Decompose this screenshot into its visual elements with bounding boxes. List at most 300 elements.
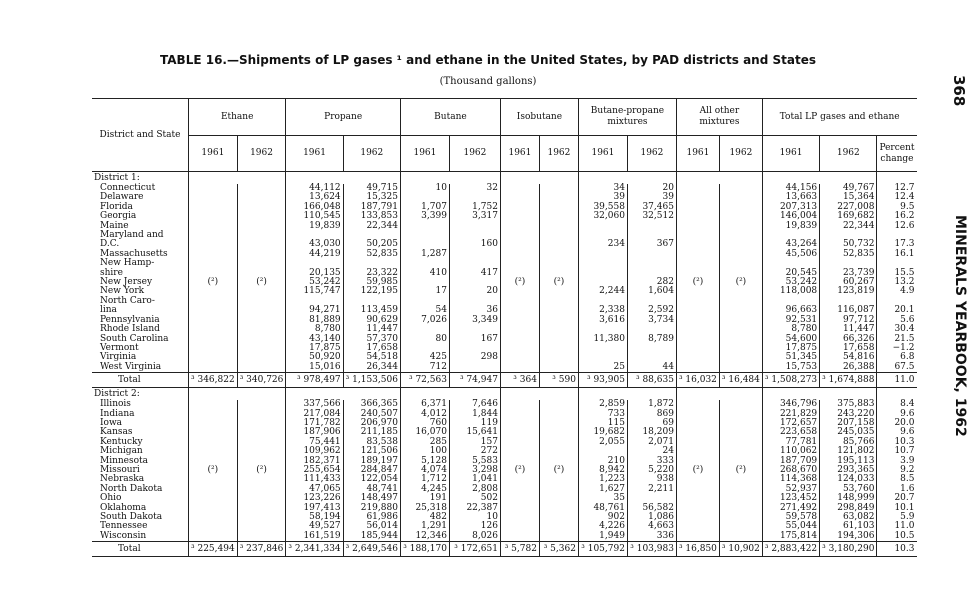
empty-cell: [237, 172, 286, 185]
isobutane-1962: [539, 513, 578, 522]
total-b61: ³ 72,563: [400, 373, 449, 388]
mixtures-1961: 39: [578, 193, 627, 202]
ethane-1962: [237, 316, 286, 325]
total-1962: 17,658: [820, 344, 877, 353]
total-1961: 13,663: [762, 193, 819, 202]
total-1961: 207,313: [762, 203, 819, 212]
isobutane-1961: [500, 212, 539, 221]
isobutane-1961: [500, 297, 539, 306]
header-butane: Butane: [400, 99, 500, 136]
mixtures-1961: 39,558: [578, 203, 627, 212]
percent-change: 9.2: [877, 466, 917, 475]
other-1961: [676, 231, 719, 240]
propane-1961: 161,519: [286, 532, 343, 542]
total-1962: 66,326: [820, 335, 877, 344]
total-1961: 175,814: [762, 532, 819, 542]
percent-change: 6.8: [877, 353, 917, 362]
ethane-1961: [189, 494, 238, 503]
header-year: 1961: [676, 136, 719, 172]
total-1962: 11,447: [820, 325, 877, 334]
total-1962: 50,732: [820, 240, 877, 249]
ethane-1962: [237, 419, 286, 428]
butane-1962: 126: [449, 522, 500, 531]
percent-change: 10.5: [877, 532, 917, 542]
isobutane-1961: [500, 400, 539, 409]
propane-1961: 43,030: [286, 240, 343, 249]
percent-change: 9.5: [877, 203, 917, 212]
state-name: Minnesota: [100, 455, 149, 466]
state-name: West Virginia: [100, 361, 162, 372]
isobutane-1961: [500, 419, 539, 428]
mixtures-1961: [578, 222, 627, 231]
percent-change: 12.7: [877, 184, 917, 193]
mixtures-1962: [627, 222, 676, 231]
other-1962: [719, 344, 762, 353]
state-name: Maryland and: [100, 230, 164, 241]
propane-1962: 148,497: [343, 494, 400, 503]
butane-1962: [449, 250, 500, 259]
propane-1961: 123,226: [286, 494, 343, 503]
mixtures-1961: [578, 269, 627, 278]
other-1961: [676, 513, 719, 522]
propane-1961: 43,140: [286, 335, 343, 344]
other-1961: [676, 494, 719, 503]
total-b62: ³ 172,651: [449, 542, 500, 557]
state-name: D.C.: [100, 239, 120, 250]
empty-cell: [189, 172, 238, 185]
mixtures-1962: 20: [627, 184, 676, 193]
ethane-1962: [237, 400, 286, 409]
isobutane-1961: [500, 475, 539, 484]
other-1962: [719, 428, 762, 437]
other-1962: [719, 410, 762, 419]
isobutane-1961: [500, 410, 539, 419]
other-1962: [719, 522, 762, 531]
ethane-1962: [237, 240, 286, 249]
ethane-1961: [189, 222, 238, 231]
propane-1962: 240,507: [343, 410, 400, 419]
total-1962: 123,819: [820, 287, 877, 296]
isobutane-1961: [500, 532, 539, 542]
other-1962: [719, 203, 762, 212]
propane-1961: 171,782: [286, 419, 343, 428]
propane-1961: 50,920: [286, 353, 343, 362]
total-1961: 96,663: [762, 306, 819, 315]
total-1961: 146,004: [762, 212, 819, 221]
other-1961: [676, 410, 719, 419]
other-1961: [676, 316, 719, 325]
total-1961: 77,781: [762, 438, 819, 447]
other-1962: [719, 513, 762, 522]
other-1961: [676, 212, 719, 221]
isobutane-1962: [539, 306, 578, 315]
isobutane-1962: [539, 522, 578, 531]
ethane-1962: [237, 532, 286, 542]
other-1961: [676, 203, 719, 212]
other-1962: [719, 259, 762, 268]
state-name: Ohio: [100, 493, 122, 504]
isobutane-1962: [539, 335, 578, 344]
state-name: Maine: [100, 220, 129, 231]
total-e61: ³ 225,494: [189, 542, 238, 557]
isobutane-1961: [500, 344, 539, 353]
state-name: North Dakota: [100, 483, 163, 494]
isobutane-1961: [500, 485, 539, 494]
other-1961: [676, 306, 719, 315]
butane-1961: 760: [400, 419, 449, 428]
total-o61: ³ 16,850: [676, 542, 719, 557]
mixtures-1961: 1,949: [578, 532, 627, 542]
total-1962: 15,364: [820, 193, 877, 202]
other-1961: [676, 250, 719, 259]
mixtures-1962: 56,582: [627, 504, 676, 513]
empty-cell: [539, 172, 578, 185]
other-1962: [719, 447, 762, 456]
state-name: Vermont: [100, 342, 139, 353]
isobutane-1962: [539, 447, 578, 456]
state-name: shire: [100, 267, 123, 278]
isobutane-1962: [539, 494, 578, 503]
other-1961: [676, 363, 719, 373]
total-1962: 169,682: [820, 212, 877, 221]
ethane-1962: [237, 184, 286, 193]
total-m62: ³ 103,983: [627, 542, 676, 557]
total-t62: ³ 1,674,888: [820, 373, 877, 388]
mixtures-1962: 869: [627, 410, 676, 419]
butane-1962: [449, 363, 500, 373]
butane-1962: [449, 222, 500, 231]
other-1962: [719, 287, 762, 296]
mixtures-1962: 37,465: [627, 203, 676, 212]
propane-1961: 13,624: [286, 193, 343, 202]
header-year: 1961: [189, 136, 238, 172]
total-1962: 22,344: [820, 222, 877, 231]
total-1961: 55,044: [762, 522, 819, 531]
isobutane-1962: [539, 428, 578, 437]
state-name: Michigan: [100, 446, 143, 457]
other-1961: [676, 475, 719, 484]
total-1961: 110,062: [762, 447, 819, 456]
total-1961: 223,658: [762, 428, 819, 437]
total-e62: ³ 237,846: [237, 542, 286, 557]
isobutane-1961: [500, 504, 539, 513]
other-1962: [719, 212, 762, 221]
isobutane-1962: [539, 250, 578, 259]
isobutane-1961: [500, 203, 539, 212]
header-isobutane: Isobutane: [500, 99, 578, 136]
ethane-1961: [189, 306, 238, 315]
percent-change: 10.3: [877, 438, 917, 447]
propane-1961: 166,048: [286, 203, 343, 212]
header-total: Total LP gases and ethane: [762, 99, 916, 136]
state-name: Rhode Island: [100, 324, 160, 335]
mixtures-1961: 19,682: [578, 428, 627, 437]
ethane-1962: [237, 203, 286, 212]
ethane-1961: [189, 335, 238, 344]
isobutane-1962: [539, 438, 578, 447]
mixtures-1961: [578, 250, 627, 259]
ethane-1961: [189, 259, 238, 268]
header-year: 1961: [400, 136, 449, 172]
isobutane-1961: [500, 353, 539, 362]
percent-change: 4.9: [877, 287, 917, 296]
total-t61: ³ 1,508,273: [762, 373, 819, 388]
ethane-1961: [189, 504, 238, 513]
mixtures-1962: 336: [627, 532, 676, 542]
propane-1962: 48,741: [343, 485, 400, 494]
total-1961: 346,796: [762, 400, 819, 409]
mixtures-1961: 1,627: [578, 485, 627, 494]
other-1962: [719, 335, 762, 344]
butane-1962: 3,349: [449, 316, 500, 325]
mixtures-1962: 2,071: [627, 438, 676, 447]
other-1962: [719, 231, 762, 240]
mixtures-1962: 3,734: [627, 316, 676, 325]
district-label: District 2:: [94, 389, 140, 400]
total-i62: ³ 5,362: [539, 542, 578, 557]
ethane-1961: [189, 400, 238, 409]
butane-1962: 20: [449, 287, 500, 296]
isobutane-1962: [539, 532, 578, 542]
isobutane-1962: [539, 325, 578, 334]
mixtures-1961: 2,244: [578, 287, 627, 296]
mixtures-1961: 35: [578, 494, 627, 503]
other-1961: [676, 222, 719, 231]
mixtures-1962: 32,512: [627, 212, 676, 221]
ethane-1962: [237, 475, 286, 484]
total-1962: 63,082: [820, 513, 877, 522]
other-1962: [719, 353, 762, 362]
isobutane-1961: [500, 231, 539, 240]
isobutane-1961: (²): [500, 278, 539, 287]
other-1961: [676, 259, 719, 268]
isobutane-1961: [500, 306, 539, 315]
total-1962: 298,849: [820, 504, 877, 513]
propane-1962: 26,344: [343, 363, 400, 373]
header-year: 1961: [762, 136, 819, 172]
total-1961: 45,506: [762, 250, 819, 259]
propane-1961: 187,906: [286, 428, 343, 437]
ethane-1962: [237, 410, 286, 419]
isobutane-1961: (²): [500, 466, 539, 475]
state-name: Connecticut: [100, 183, 156, 193]
isobutane-1961: [500, 316, 539, 325]
isobutane-1962: [539, 400, 578, 409]
butane-1961: 4,074: [400, 466, 449, 475]
total-p61: ³ 978,497: [286, 373, 343, 388]
header-propane: Propane: [286, 99, 401, 136]
propane-1962: 61,986: [343, 513, 400, 522]
isobutane-1962: [539, 212, 578, 221]
isobutane-1961: [500, 325, 539, 334]
total-o62: ³ 16,484: [719, 373, 762, 388]
other-1962: [719, 250, 762, 259]
butane-1961: 1,712: [400, 475, 449, 484]
total-1962: 245,035: [820, 428, 877, 437]
isobutane-1962: [539, 504, 578, 513]
empty-cell: [676, 388, 719, 401]
total-1962: 207,158: [820, 419, 877, 428]
isobutane-1962: [539, 410, 578, 419]
butane-1961: 25,318: [400, 504, 449, 513]
butane-1961: 712: [400, 363, 449, 373]
percent-change: 10.7: [877, 447, 917, 456]
total-label: Total: [92, 542, 189, 557]
isobutane-1962: [539, 193, 578, 202]
mixtures-1962: 282: [627, 278, 676, 287]
mixtures-1961: 2,338: [578, 306, 627, 315]
other-1962: [719, 419, 762, 428]
percent-change: 20.7: [877, 494, 917, 503]
mixtures-1962: 24: [627, 447, 676, 456]
empty-cell: [237, 388, 286, 401]
total-t62: ³ 3,180,290: [820, 542, 877, 557]
propane-1962: 15,325: [343, 193, 400, 202]
total-1962: 60,267: [820, 278, 877, 287]
ethane-1961: [189, 184, 238, 193]
total-1962: 54,816: [820, 353, 877, 362]
isobutane-1962: [539, 203, 578, 212]
ethane-1961: [189, 447, 238, 456]
district-label: District 1:: [94, 173, 140, 183]
total-1961: 19,839: [762, 222, 819, 231]
butane-1962: 1,752: [449, 203, 500, 212]
propane-1962: 49,715: [343, 184, 400, 193]
other-1961: [676, 344, 719, 353]
header-year: 1961: [286, 136, 343, 172]
running-head: MINERALS YEARBOOK, 1962: [952, 215, 968, 437]
total-p61: ³ 2,341,334: [286, 542, 343, 557]
ethane-1961: [189, 428, 238, 437]
butane-1962: 417: [449, 269, 500, 278]
other-1961: [676, 485, 719, 494]
empty-cell: [719, 388, 762, 401]
isobutane-1962: [539, 353, 578, 362]
total-b62: ³ 74,947: [449, 373, 500, 388]
state-name: Oklahoma: [100, 502, 147, 513]
other-1962: (²): [719, 278, 762, 287]
isobutane-1961: [500, 222, 539, 231]
other-1961: [676, 428, 719, 437]
total-1962: 97,712: [820, 316, 877, 325]
propane-1961: 217,084: [286, 410, 343, 419]
propane-1961: 255,654: [286, 466, 343, 475]
ethane-1962: [237, 428, 286, 437]
total-1961: 172,657: [762, 419, 819, 428]
total-row: [92, 373, 917, 388]
total-p62: ³ 1,153,506: [343, 373, 400, 388]
propane-1962: 83,538: [343, 438, 400, 447]
propane-1962: 133,853: [343, 212, 400, 221]
other-1962: (²): [719, 466, 762, 475]
percent-change: 15.5: [877, 269, 917, 278]
state-name: Delaware: [100, 192, 144, 203]
table-row: [92, 363, 917, 373]
other-1962: [719, 297, 762, 306]
mixtures-1962: 69: [627, 419, 676, 428]
header-year: 1962: [539, 136, 578, 172]
percent-change: 67.5: [877, 363, 917, 373]
total-i62: ³ 590: [539, 373, 578, 388]
propane-1961: 81,889: [286, 316, 343, 325]
butane-1961: 4,245: [400, 485, 449, 494]
mixtures-1962: [627, 250, 676, 259]
empty-cell: [500, 388, 539, 401]
mixtures-1961: 32,060: [578, 212, 627, 221]
mixtures-1961: [578, 344, 627, 353]
other-1961: [676, 240, 719, 249]
total-1962: 23,739: [820, 269, 877, 278]
percent-change: 9.6: [877, 428, 917, 437]
total-1961: 123,452: [762, 494, 819, 503]
other-1962: [719, 494, 762, 503]
ethane-1961: [189, 231, 238, 240]
ethane-1961: [189, 240, 238, 249]
propane-1962: 22,344: [343, 222, 400, 231]
header-year: 1962: [820, 136, 877, 172]
state-name: Tennessee: [100, 521, 148, 532]
propane-1962: 122,195: [343, 287, 400, 296]
other-1962: [719, 504, 762, 513]
other-1961: [676, 335, 719, 344]
total-1962: 227,008: [820, 203, 877, 212]
butane-1961: 16,070: [400, 428, 449, 437]
state-name: Virginia: [100, 352, 137, 363]
butane-1962: 2,808: [449, 485, 500, 494]
butane-1961: 3,399: [400, 212, 449, 221]
ethane-1961: [189, 419, 238, 428]
propane-1962: 52,835: [343, 250, 400, 259]
butane-1962: 32: [449, 184, 500, 193]
total-1962: 194,306: [820, 532, 877, 542]
mixtures-1962: 4,663: [627, 522, 676, 531]
total-p62: ³ 2,649,546: [343, 542, 400, 557]
ethane-1961: [189, 193, 238, 202]
mixtures-1961: 4,226: [578, 522, 627, 531]
butane-1961: 80: [400, 335, 449, 344]
other-1962: [719, 306, 762, 315]
state-name: Kansas: [100, 427, 133, 438]
ethane-1961: [189, 316, 238, 325]
total-1962: 53,760: [820, 485, 877, 494]
butane-1961: 12,346: [400, 532, 449, 542]
mixtures-1961: 902: [578, 513, 627, 522]
total-1961: 92,531: [762, 316, 819, 325]
isobutane-1961: [500, 287, 539, 296]
percent-change: 17.3: [877, 240, 917, 249]
isobutane-1961: [500, 240, 539, 249]
percent-change: 3.9: [877, 457, 917, 466]
shipments-table: [92, 98, 917, 557]
ethane-1962: [237, 485, 286, 494]
percent-change: −1.2: [877, 344, 917, 353]
butane-1962: 1,041: [449, 475, 500, 484]
mixtures-1962: 18,209: [627, 428, 676, 437]
total-row: [92, 542, 917, 557]
total-e61: ³ 346,822: [189, 373, 238, 388]
total-1962: 375,883: [820, 400, 877, 409]
ethane-1962: (²): [237, 278, 286, 287]
ethane-1961: [189, 287, 238, 296]
mixtures-1961: 3,616: [578, 316, 627, 325]
total-1962: 49,767: [820, 184, 877, 193]
isobutane-1962: [539, 184, 578, 193]
ethane-1962: [237, 325, 286, 334]
butane-1961: 1,291: [400, 522, 449, 531]
header-percent-change: Percent change: [877, 136, 917, 172]
total-1962: 52,835: [820, 250, 877, 259]
butane-1962: 160: [449, 240, 500, 249]
